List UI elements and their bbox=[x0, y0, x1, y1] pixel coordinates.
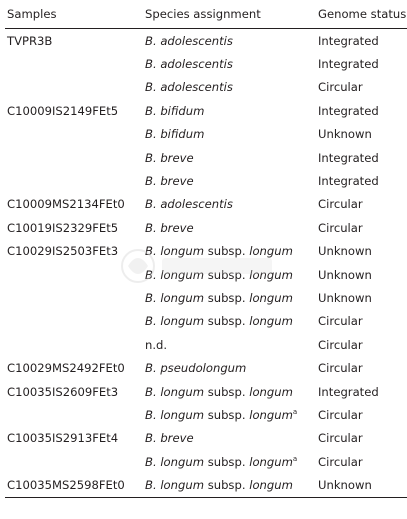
table-row bbox=[5, 356, 407, 379]
species-cell bbox=[143, 380, 316, 403]
species-subsp: subsp. bbox=[207, 244, 246, 259]
species-subspecies-name: longum bbox=[249, 244, 293, 259]
species-name: breve bbox=[160, 150, 194, 165]
species-subsp: subsp. bbox=[207, 384, 246, 399]
genome-status-cell: Unknown bbox=[318, 267, 372, 282]
table-row bbox=[5, 99, 407, 122]
species-cell bbox=[143, 169, 316, 192]
species-cell bbox=[143, 356, 316, 379]
species-cell bbox=[143, 29, 316, 53]
genome-status-cell: Integrated bbox=[318, 150, 379, 165]
sample-cell: C10035IS2913FEt4 bbox=[7, 431, 119, 446]
species-genus: B. bbox=[145, 454, 157, 469]
species-name: breve bbox=[160, 174, 194, 189]
species-name: adolescentis bbox=[160, 80, 233, 95]
species-genus: B. bbox=[145, 314, 157, 329]
sample-cell bbox=[5, 450, 143, 473]
species-cell bbox=[143, 99, 316, 122]
species-name: longum bbox=[160, 244, 204, 259]
species-cell bbox=[143, 473, 316, 497]
genome-status-cell: Unknown bbox=[316, 473, 407, 497]
species-genus: B. bbox=[145, 244, 157, 259]
species-cell bbox=[143, 146, 316, 169]
sample-cell bbox=[5, 146, 143, 169]
table-row bbox=[5, 193, 407, 216]
species-name: longum bbox=[160, 478, 204, 493]
species-subsp: subsp. bbox=[207, 454, 246, 469]
table-row bbox=[5, 76, 407, 99]
species-genus: B. bbox=[145, 57, 157, 72]
species-cell bbox=[143, 76, 316, 99]
species-subspecies-name: longum bbox=[249, 267, 293, 282]
sample-cell bbox=[5, 52, 143, 75]
results-table-container bbox=[5, 0, 407, 498]
species-cell bbox=[143, 193, 316, 216]
genome-status-cell: Unknown bbox=[318, 127, 372, 142]
species-subsp: subsp. bbox=[207, 407, 246, 422]
table-row bbox=[5, 427, 407, 450]
header-species-assignment: Species assignment bbox=[143, 0, 316, 29]
sample-cell bbox=[5, 333, 143, 356]
species-genus: B. bbox=[145, 197, 157, 212]
species-name: breve bbox=[160, 431, 194, 446]
genome-status-cell: Circular bbox=[318, 431, 363, 446]
species-genus: B. bbox=[145, 384, 157, 399]
genome-status-cell: Circular bbox=[318, 337, 363, 352]
table-row bbox=[5, 473, 407, 497]
sample-cell: C10009MS2134FEt0 bbox=[7, 197, 125, 212]
sample-cell bbox=[5, 76, 143, 99]
genome-status-cell: Circular bbox=[318, 220, 363, 235]
genome-status-cell: Integrated bbox=[318, 174, 379, 189]
species-genus: B. bbox=[145, 267, 157, 282]
table-row bbox=[5, 240, 407, 263]
species-subspecies-name: longum bbox=[249, 407, 293, 422]
species-cell bbox=[143, 216, 316, 239]
table-row bbox=[5, 333, 407, 356]
sample-cell bbox=[5, 123, 143, 146]
species-name: adolescentis bbox=[160, 33, 233, 48]
species-name: bifidum bbox=[160, 127, 205, 142]
species-genus: B. bbox=[145, 407, 157, 422]
footnote-marker: a bbox=[292, 454, 298, 463]
sample-cell bbox=[5, 286, 143, 309]
species-genus: B. bbox=[145, 290, 157, 305]
species-cell bbox=[143, 52, 316, 75]
table-row bbox=[5, 52, 407, 75]
species-cell bbox=[143, 240, 316, 263]
sample-cell: C10035IS2609FEt3 bbox=[7, 384, 119, 399]
species-name: pseudolongum bbox=[160, 361, 247, 376]
species-subspecies-name: longum bbox=[249, 454, 293, 469]
species-genus: B. bbox=[145, 33, 157, 48]
table-row bbox=[5, 310, 407, 333]
species-name: longum bbox=[160, 314, 204, 329]
sample-cell: C10019IS2329FEt5 bbox=[7, 220, 119, 235]
table-row bbox=[5, 380, 407, 403]
table-row bbox=[5, 450, 407, 473]
genome-status-cell: Integrated bbox=[318, 57, 379, 72]
footnote-marker: a bbox=[292, 407, 298, 416]
species-cell bbox=[143, 333, 316, 356]
species-cell bbox=[143, 286, 316, 309]
species-subspecies-name: longum bbox=[249, 314, 293, 329]
species-cell bbox=[143, 450, 316, 473]
sample-cell bbox=[5, 403, 143, 426]
species-name: longum bbox=[160, 290, 204, 305]
sample-cell: C10029IS2503FEt3 bbox=[7, 244, 119, 259]
species-subspecies-name: longum bbox=[249, 290, 293, 305]
genome-status-cell: Unknown bbox=[318, 290, 372, 305]
species-name: bifidum bbox=[160, 103, 205, 118]
species-subspecies-name: longum bbox=[249, 384, 293, 399]
species-genus: B. bbox=[145, 80, 157, 95]
genome-status-cell: Integrated bbox=[318, 33, 379, 48]
genome-status-cell: Circular bbox=[318, 407, 363, 422]
species-cell bbox=[143, 310, 316, 333]
genome-status-cell: Circular bbox=[318, 454, 363, 469]
species-name: longum bbox=[160, 407, 204, 422]
species-name: adolescentis bbox=[160, 197, 233, 212]
genome-status-cell: Circular bbox=[318, 314, 363, 329]
species-subsp: subsp. bbox=[207, 267, 246, 282]
species-name: longum bbox=[160, 384, 204, 399]
table-row bbox=[5, 286, 407, 309]
species-genus: B. bbox=[145, 127, 157, 142]
table-row bbox=[5, 169, 407, 192]
species-name: longum bbox=[160, 454, 204, 469]
table-row bbox=[5, 263, 407, 286]
species-genus: B. bbox=[145, 220, 157, 235]
sample-cell bbox=[5, 263, 143, 286]
species-genus: B. bbox=[145, 103, 157, 118]
species-subsp: subsp. bbox=[207, 478, 246, 493]
table-row bbox=[5, 403, 407, 426]
species-subsp: subsp. bbox=[207, 314, 246, 329]
header-row bbox=[5, 0, 407, 29]
sample-cell bbox=[5, 169, 143, 192]
species-genus: B. bbox=[145, 431, 157, 446]
table-body bbox=[5, 29, 407, 498]
genome-status-cell: Circular bbox=[318, 197, 363, 212]
table-row bbox=[5, 146, 407, 169]
species-subsp: n.d. bbox=[145, 337, 168, 352]
species-genus: B. bbox=[145, 174, 157, 189]
sample-cell: TVPR3B bbox=[7, 33, 53, 48]
species-name: adolescentis bbox=[160, 57, 233, 72]
species-cell bbox=[143, 123, 316, 146]
species-genus: B. bbox=[145, 478, 157, 493]
species-genus: B. bbox=[145, 361, 157, 376]
species-subsp: subsp. bbox=[207, 290, 246, 305]
species-name: longum bbox=[160, 267, 204, 282]
header-samples: Samples bbox=[5, 0, 143, 29]
species-cell bbox=[143, 403, 316, 426]
genome-status-cell: Circular bbox=[318, 80, 363, 95]
species-name: breve bbox=[160, 220, 194, 235]
table-row bbox=[5, 123, 407, 146]
species-subspecies-name: longum bbox=[249, 478, 293, 493]
species-cell bbox=[143, 427, 316, 450]
genome-status-cell: Integrated bbox=[318, 384, 379, 399]
sample-cell bbox=[5, 310, 143, 333]
table-row bbox=[5, 216, 407, 239]
results-table bbox=[5, 0, 407, 498]
table-row bbox=[5, 29, 407, 53]
genome-status-cell: Unknown bbox=[318, 244, 372, 259]
species-cell bbox=[143, 263, 316, 286]
genome-status-cell: Integrated bbox=[318, 103, 379, 118]
header-genome-status: Genome status bbox=[316, 0, 407, 29]
species-genus: B. bbox=[145, 150, 157, 165]
sample-cell: C10029MS2492FEt0 bbox=[7, 361, 125, 376]
sample-cell: C10035MS2598FEt0 bbox=[5, 473, 143, 497]
sample-cell: C10009IS2149FEt5 bbox=[7, 103, 119, 118]
genome-status-cell: Circular bbox=[318, 361, 363, 376]
